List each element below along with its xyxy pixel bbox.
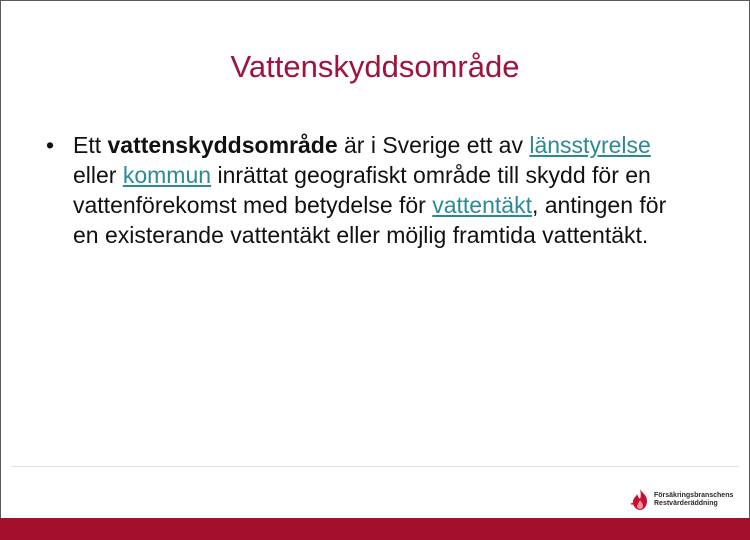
- footer-divider: [11, 466, 739, 467]
- text-segment: eller: [73, 162, 123, 188]
- flame-icon: [629, 488, 651, 512]
- text-segment: är i Sverige ett av: [337, 132, 530, 158]
- bottom-bar: [0, 518, 750, 540]
- link-lansstyrelse[interactable]: länsstyrelse: [529, 132, 651, 158]
- link-vattentakt[interactable]: vattentäkt: [432, 192, 532, 218]
- bullet-paragraph: [46, 130, 686, 250]
- text-segment: , antingen för en existerande vattentäkt eller möjlig framtida vattentäkt.: [73, 192, 667, 248]
- slide-body: [46, 130, 686, 250]
- text-segment: Ett: [73, 132, 108, 158]
- footer-logo: [629, 486, 747, 514]
- bold-term: vattenskyddsområde: [107, 132, 338, 158]
- slide-title: Vattenskyddsområde: [230, 49, 520, 84]
- logo-text: [654, 492, 733, 508]
- link-kommun[interactable]: kommun: [122, 162, 212, 188]
- logo-line-1: Försäkringsbranschens: [654, 492, 734, 499]
- bullet-marker: •: [46, 132, 55, 158]
- logo-line-2: Restvärderäddning: [654, 500, 718, 507]
- text-segment: inrättat geografiskt område till skydd för en vattenförekomst med betydelse för: [73, 162, 651, 218]
